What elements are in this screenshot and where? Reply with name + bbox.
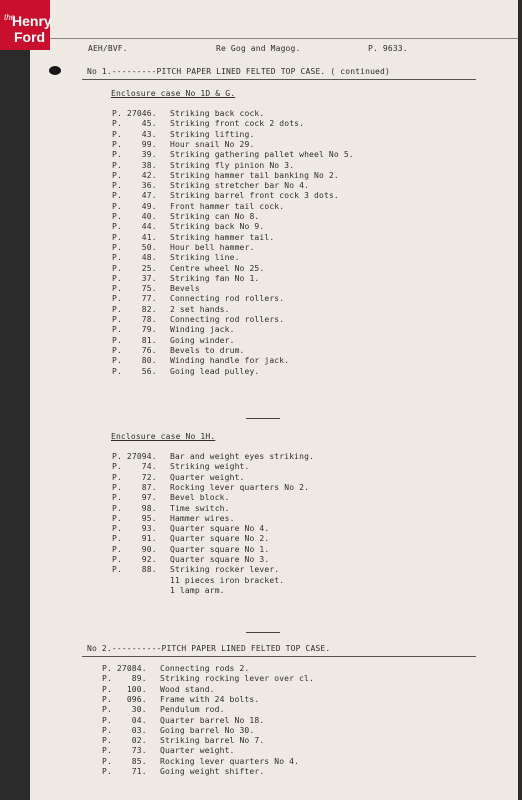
item-description: Going weight shifter.	[160, 767, 265, 776]
item-description: Striking fan No 1.	[170, 273, 260, 283]
item-ref: P. 25.	[112, 263, 157, 273]
item-ref: P. 90.	[112, 544, 157, 554]
item-ref: P. 56.	[112, 366, 157, 376]
item-ref: P. 41.	[112, 232, 157, 242]
section1-title: No 1.---------PITCH PAPER LINED FELTED TOP CASE. ( continued)	[87, 67, 390, 76]
item-ref: P. 93.	[112, 524, 157, 534]
item-description: Striking lifting.	[170, 129, 255, 139]
item-description: Going winder.	[170, 335, 235, 345]
item-description: Quarter square No 3.	[170, 555, 270, 564]
item-description: Bevels	[170, 284, 200, 294]
item-description: Bar and weight eyes striking.	[170, 452, 315, 461]
item-ref: P. 36.	[112, 181, 157, 191]
item-ref: P. 100.	[102, 684, 147, 694]
item-description: Time switch.	[170, 503, 230, 513]
ink-blot	[49, 66, 61, 75]
item-description: Striking fly pinion No 3.	[170, 160, 295, 170]
item-description: Striking back cock.	[170, 109, 265, 118]
item-description: Connecting rod rollers.	[170, 294, 285, 304]
item-description: Striking barrel No 7.	[160, 736, 265, 746]
item-description: Striking can No 8.	[170, 212, 260, 221]
item-description: Striking line.	[170, 253, 240, 263]
item-description: Quarter barrel No 18.	[160, 715, 265, 725]
item-ref: P. 45.	[112, 119, 157, 129]
item-description: Bevel block.	[170, 493, 230, 503]
item-ref: P. 78.	[112, 315, 157, 324]
item-ref: P. 50.	[112, 242, 157, 252]
item-description: Winding jack.	[170, 325, 235, 335]
item-description: Striking front cock 2 dots.	[170, 119, 305, 129]
item-ref: P. 096.	[102, 694, 147, 704]
item-description: Quarter weight.	[170, 472, 245, 482]
item-ref: P. 74.	[112, 462, 157, 472]
header-subject: Re Gog and Magog.	[216, 44, 301, 53]
item-description: Bevels to drum.	[170, 345, 245, 355]
item-ref: P. 95.	[112, 513, 157, 523]
item-ref: P. 38.	[112, 160, 157, 170]
item-ref: P. 89.	[102, 674, 147, 684]
item-ref: P. 80.	[112, 356, 157, 366]
item-description: Quarter square No 4.	[170, 524, 270, 534]
item-ref: P. 42.	[112, 170, 157, 180]
section2-heading: Enclosure case No 1H.	[111, 432, 216, 441]
item-ref: P. 47.	[112, 191, 157, 201]
divider-2	[246, 632, 280, 633]
item-description: Connecting rods 2.	[160, 664, 250, 673]
section1-heading: Enclosure case No 1D & G.	[111, 89, 236, 98]
item-ref: P. 48.	[112, 253, 157, 263]
item-ref: P. 98.	[112, 503, 157, 513]
item-description: Front hammer tail cock.	[170, 201, 285, 211]
item-ref: P. 71.	[102, 767, 147, 776]
item-ref: P. 87.	[112, 482, 157, 492]
item-ref: P. 37.	[112, 273, 157, 283]
item-ref: P. 85.	[102, 756, 147, 766]
item-ref: P. 49.	[112, 201, 157, 211]
item-ref: P. 92.	[112, 555, 157, 564]
item-ref: P. 30.	[102, 705, 147, 715]
item-ref: P. 40.	[112, 212, 157, 221]
item-ref: P. 76.	[112, 345, 157, 355]
item-description: Hammer wires.	[170, 513, 235, 523]
item-description: Pendulum rod.	[160, 705, 225, 715]
item-description: Hour snail No 29.	[170, 139, 255, 149]
header-page: P. 9633.	[368, 44, 408, 53]
item-ref: P. 03.	[102, 725, 147, 735]
item-description: Striking barrel front cock 3 dots.	[170, 191, 339, 201]
item-ref: P. 27084.	[102, 664, 147, 673]
item-description: Striking gathering pallet wheel No 5.	[170, 150, 354, 160]
item-description: Striking stretcher bar No 4.	[170, 181, 310, 191]
item-description: Striking hammer tail.	[170, 232, 275, 242]
item-ref: P. 73.	[102, 746, 147, 756]
item-ref: P. 04.	[102, 715, 147, 725]
item-ref: P. 02.	[102, 736, 147, 746]
item-ref: P. 97.	[112, 493, 157, 503]
item-description: Wood stand.	[160, 684, 215, 694]
logo-henry: Henry	[12, 13, 52, 29]
item-ref: P. 72.	[112, 472, 157, 482]
section3-rule	[82, 656, 476, 657]
item-ref: P. 82.	[112, 304, 157, 314]
item-description: Going lead pulley.	[170, 366, 260, 376]
item-ref: P. 88.	[112, 565, 157, 575]
item-ref: P. 44.	[112, 222, 157, 232]
item-ref: P. 27094.	[112, 452, 157, 461]
document-page	[30, 0, 518, 800]
item-description: Quarter square No 1.	[170, 544, 270, 554]
divider-1	[246, 418, 280, 419]
item-description: Winding handle for jack.	[170, 356, 290, 366]
item-description: Hour bell hammer.	[170, 242, 255, 252]
top-fold-line	[30, 38, 518, 39]
item-ref: P. 81.	[112, 335, 157, 345]
item-description: Striking hammer tail banking No 2.	[170, 170, 339, 180]
item-ref: P. 43.	[112, 129, 157, 139]
item-description: Frame with 24 bolts.	[160, 694, 260, 704]
item-description: Quarter weight.	[160, 746, 235, 756]
item-ref: P. 91.	[112, 534, 157, 544]
item-ref: P. 75.	[112, 284, 157, 294]
item-description: 1 lamp arm.	[170, 585, 225, 595]
item-description: Quarter square No 2.	[170, 534, 270, 544]
item-ref: P. 27046.	[112, 109, 157, 118]
item-ref: P. 77.	[112, 294, 157, 304]
logo-the: the	[4, 13, 16, 22]
item-description: Striking rocker lever.	[170, 565, 280, 575]
section1-rule	[82, 79, 476, 80]
header-ref: AEH/BVF.	[88, 44, 128, 53]
item-ref: P. 79.	[112, 325, 157, 335]
item-description: Centre wheel No 25.	[170, 263, 265, 273]
logo-ford: Ford	[14, 29, 46, 45]
henry-ford-logo	[0, 0, 50, 50]
item-description: Going barrel No 30.	[160, 725, 255, 735]
item-description: Connecting rod rollers.	[170, 315, 285, 324]
item-description: 2 set hands.	[170, 304, 230, 314]
item-description: Striking rocking lever over cl.	[160, 674, 314, 684]
item-description: Rocking lever quarters No 2.	[170, 482, 310, 492]
item-ref: P. 39.	[112, 150, 157, 160]
item-description: 11 pieces iron bracket.	[170, 575, 285, 585]
item-ref: P. 99.	[112, 139, 157, 149]
item-description: Striking weight.	[170, 462, 250, 472]
item-description: Striking back No 9.	[170, 222, 265, 232]
section3-title: No 2.----------PITCH PAPER LINED FELTED TOP CASE.	[87, 644, 331, 653]
item-description: Rocking lever quarters No 4.	[160, 756, 300, 766]
